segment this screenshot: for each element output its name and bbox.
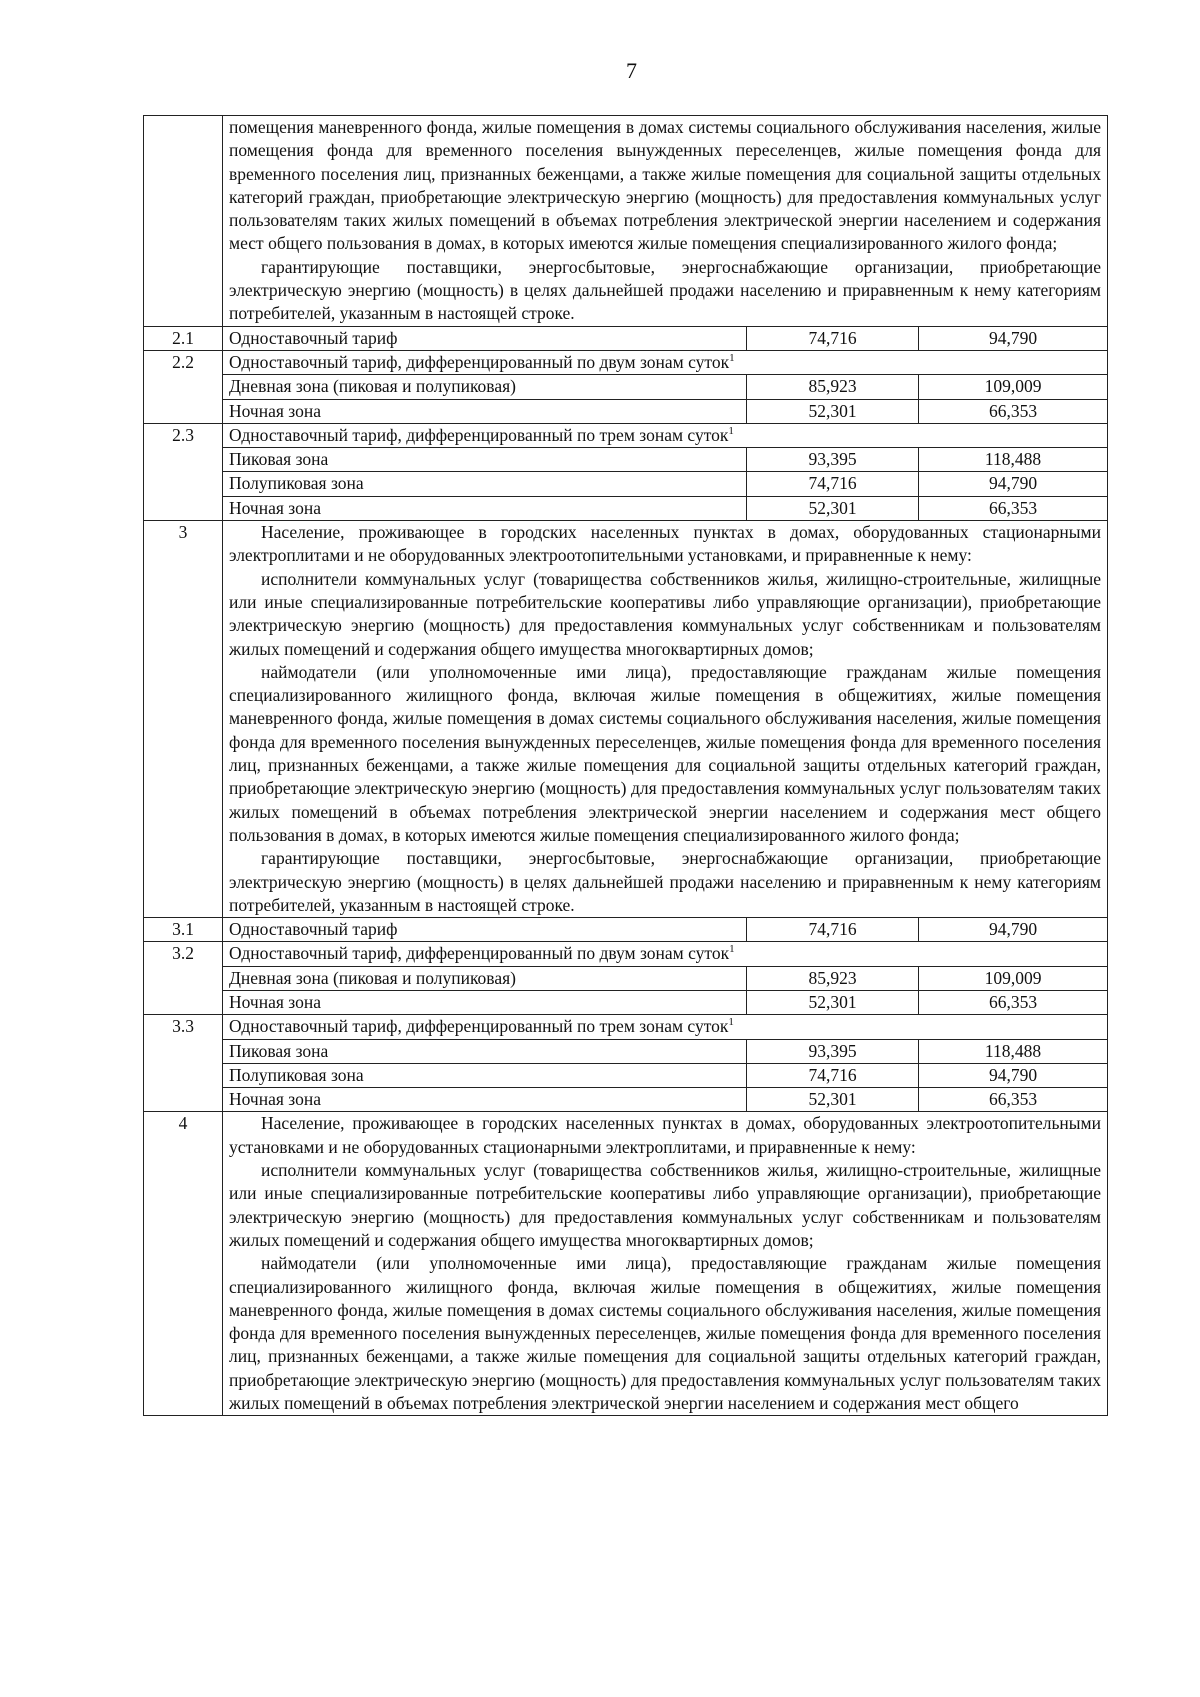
tariff-value-1: 74,716 [747,472,919,496]
paragraph: исполнители коммунальных услуг (товарищества собственников жилья, жилищно-строительные, жилищные или иные специализированные потребительские кооперативы либо управляющие организации), приобретающие электрическую энергию (мощность) для предоставления коммунальных услуг собственникам и пользователям жилых помещений и содержания общего имущества многоквартирных домов; [229,568,1101,659]
zone-name: Ночная зона [223,496,747,520]
zone-name: Пиковая зона [223,448,747,472]
paragraph: гарантирующие поставщики, энергосбытовые, энергоснабжающие организации, приобретающие электрическую энергию (мощность) в целях дальнейшей продажи населению и приравненным к нему категориям потребителей, указанным в настоящей строке. [229,256,1101,324]
paragraph: Население, проживающее в городских населенных пунктах в домах, оборудованных стационарными электроплитами и не оборудованных электроотопительными установками, и приравненные к нему: [229,522,1101,566]
tariff-value-2: 118,488 [919,448,1108,472]
footnote-mark: 1 [728,1016,734,1029]
tariff-value-1: 93,395 [747,448,919,472]
table-row [144,1088,1108,1112]
tariff-name-text: Одноставочный тариф, дифференцированный по двум зонам суток [229,943,730,964]
table-row [144,375,1108,399]
row-number-cell [144,116,223,327]
tariff-value-2: 118,488 [919,1039,1108,1063]
tariff-value-2: 66,353 [919,496,1108,520]
table-row [144,918,1108,942]
paragraph: исполнители коммунальных услуг (товарищества собственников жилья, жилищно-строительные, жилищные или иные специализированные потребительские кооперативы либо управляющие организации), приобретающие электрическую энергию (мощность) для предоставления коммунальных услуг собственникам и пользователям жилых помещений и содержания общего имущества многоквартирных домов; [229,1160,1101,1250]
tariff-value-2: 94,790 [919,326,1108,350]
section-3-description [223,521,1108,918]
page-number: 7 [626,58,637,83]
table-row [144,448,1108,472]
tariff-value-2: 109,009 [919,966,1108,990]
zone-name: Ночная зона [223,990,747,1014]
table-row [144,399,1108,423]
table-row [144,966,1108,990]
row-number: 3.1 [144,918,223,942]
tariff-name-text: Одноставочный тариф, дифференцированный по трем зонам суток [229,424,729,445]
table-row [144,942,1108,966]
paragraph: Население, проживающее в городских населенных пунктах в домах, оборудованных электроотопительными установками и не оборудованных стационарными электроплитами, и приравненные к нему: [229,1113,1101,1157]
footnote-mark: 1 [729,943,735,956]
paragraph: гарантирующие поставщики, энергосбытовые, энергоснабжающие организации, приобретающие электрическую энергию (мощность) в целях дальнейшей продажи населению и приравненным к нему категориям потребителей, указанным в настоящей строке. [229,848,1101,915]
tariff-value-1: 52,301 [747,399,919,423]
tariff-value-1: 52,301 [747,496,919,520]
footnote-mark: 1 [728,425,734,438]
tariff-value-1: 74,716 [747,326,919,350]
tariff-value-1: 85,923 [747,375,919,399]
paragraph: наймодатели (или уполномоченные ими лица), предоставляющие гражданам жилые помещения специализированного жилищного фонда, включая жилые помещения в общежитиях, жилые помещения маневренного фонда, жилые помещения в домах системы социального обслуживания населения, жилые помещения фонда для временного поселения вынужденных переселенцев, жилые помещения фонда для временного поселения лиц, признанных беженцами, а также жилые помещения для социальной защиты отдельных категорий граждан, приобретающие электрическую энергию (мощность) для предоставления коммунальных услуг пользователям таких жилых помещений в объемах потребления электрической энергии населением и содержания мест общего пользования в домах, в которых имеются жилые помещения специализированного жилого фонда; [229,661,1101,845]
tariff-value-2: 66,353 [919,1088,1108,1112]
zone-name: Дневная зона (пиковая и полупиковая) [223,375,747,399]
table-row [144,116,1108,327]
row-number: 2.2 [144,350,223,423]
zone-name: Ночная зона [223,1088,747,1112]
tariff-name: Одноставочный тариф [223,918,747,942]
tariff-value-2: 94,790 [919,1063,1108,1087]
tariff-value-1: 74,716 [747,1063,919,1087]
paragraph: помещения маневренного фонда, жилые помещения в домах системы социального обслуживания населения, жилые помещения фонда для временного поселения вынужденных переселенцев, жилые помещения фонда для временного поселения лиц, признанных беженцами, а также жилые помещения для социальной защиты отдельных категорий граждан, приобретающие электрическую энергию (мощность) для предоставления коммунальных услуг пользователям таких жилых помещений в объемах потребления электрической энергии населением и содержания мест общего пользования в домах, в которых имеются жилые помещения специализированного жилого фонда; [229,117,1101,254]
zone-name: Пиковая зона [223,1039,747,1063]
zone-name: Дневная зона (пиковая и полупиковая) [223,966,747,990]
tariff-value-2: 94,790 [919,918,1108,942]
paragraph: наймодатели (или уполномоченные ими лица), предоставляющие гражданам жилые помещения специализированного жилищного фонда, включая жилые помещения в общежитиях, жилые помещения маневренного фонда, жилые помещения в домах системы социального обслуживания населения, жилые помещения фонда для временного поселения вынужденных переселенцев, жилые помещения фонда для временного поселения лиц, признанных беженцами, а также жилые помещения для социальной защиты отдельных категорий граждан, приобретающие электрическую энергию (мощность) для предоставления коммунальных услуг пользователям таких жилых помещений в объемах потребления электрической энергии населением и содержания мест общего [229,1253,1101,1414]
section-2-description [223,116,1108,327]
tariff-name-text: Одноставочный тариф, дифференцированный по трем зонам суток [229,1016,729,1037]
table-row [144,1112,1108,1416]
row-number: 3.2 [144,942,223,1015]
tariff-name [223,423,1108,447]
zone-name: Полупиковая зона [223,472,747,496]
tariff-table [143,115,1108,1416]
tariff-value-2: 66,353 [919,399,1108,423]
tariff-value-2: 66,353 [919,990,1108,1014]
row-number: 3.3 [144,1015,223,1112]
section-4-description [223,1112,1108,1416]
tariff-value-1: 74,716 [747,918,919,942]
tariff-value-2: 109,009 [919,375,1108,399]
tariff-value-1: 52,301 [747,1088,919,1112]
row-number: 2.3 [144,423,223,520]
tariff-name [223,1015,1108,1039]
tariff-value-1: 52,301 [747,990,919,1014]
section-number: 4 [144,1112,223,1416]
table-row [144,1039,1108,1063]
tariff-name [223,942,1108,966]
tariff-name-text: Одноставочный тариф, дифференцированный по двум зонам суток [229,351,730,372]
tariff-value-1: 93,395 [747,1039,919,1063]
table-row [144,521,1108,918]
zone-name: Ночная зона [223,399,747,423]
zone-name: Полупиковая зона [223,1063,747,1087]
table-row [144,1063,1108,1087]
table-row [144,472,1108,496]
footnote-mark: 1 [729,352,735,365]
table-row [144,423,1108,447]
table-row [144,496,1108,520]
tariff-name: Одноставочный тариф [223,326,747,350]
table-row [144,990,1108,1014]
tariff-value-2: 94,790 [919,472,1108,496]
tariff-name [223,350,1108,374]
table-row [144,350,1108,374]
row-number: 2.1 [144,326,223,350]
section-number: 3 [144,521,223,918]
table-row [144,326,1108,350]
tariff-value-1: 85,923 [747,966,919,990]
table-row [144,1015,1108,1039]
